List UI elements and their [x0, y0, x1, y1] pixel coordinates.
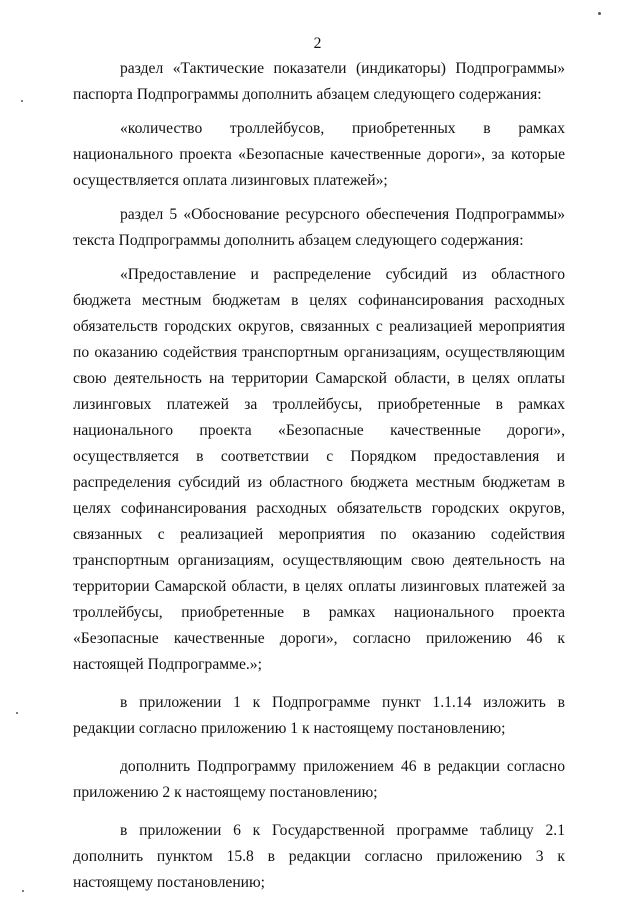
page-number: 2	[313, 35, 322, 52]
scan-speck	[598, 12, 601, 15]
scan-speck	[22, 890, 24, 892]
scan-speck	[16, 712, 18, 714]
paragraph-appendix-1: в приложении 1 к Подпрограмме пункт 1.1.14 изложить в редакции согласно приложению 1 к настоящему постановлению;	[73, 694, 565, 737]
document-body	[73, 56, 565, 896]
paragraph-subsidies: «Предоставление и распределение субсидий из областного бюджета местным бюджетам в целях софинансирования расходных обязательств городских округов, связанных с реализацией мероприятия по оказанию содействия транспортным организациям, осуществляющим свою деятельность на территории Самарской области, в целях оплаты лизинговых платежей за троллейбусы, приобретенные в рамках национального проекта «Безопасные качественные дороги», осуществляется в соответствии с Порядком предоставления и распределения субсидий из областного бюджета местным бюджетам в целях софинансирования расходных обязательств городских округов, связанных с реализацией мероприятия по оказанию содействия транспортным организациям, осуществляющим свою деятельность на территории Самарской области, в целях оплаты лизинговых платежей за троллейбусы, приобретенные в рамках национального проекта «Безопасные качественные дороги», согласно приложению 46 к настоящей Подпрограмме.»;	[73, 266, 565, 673]
paragraph-trolleybus-count: «количество троллейбусов, приобретенных в рамках национального проекта «Безопасные качественные дороги», за которые осуществляется оплата лизинговых платежей»;	[73, 120, 565, 189]
paragraph-appendix-46: дополнить Подпрограмму приложением 46 в редакции согласно приложению 2 к настоящему постановлению;	[73, 758, 565, 801]
paragraph-appendix-6: в приложении 6 к Государственной программе таблицу 2.1 дополнить пунктом 15.8 в редакции согласно приложению 3 к настоящему постановлению;	[73, 822, 565, 891]
paragraph-section-5: раздел 5 «Обоснование ресурсного обеспечения Подпрограммы» текста Подпрограммы дополнить абзацем следующего содержания:	[73, 206, 565, 249]
scan-speck	[21, 100, 23, 102]
paragraph-section-indicators: раздел «Тактические показатели (индикаторы) Подпрограммы» паспорта Подпрограммы дополнить абзацем следующего содержания:	[73, 60, 565, 103]
